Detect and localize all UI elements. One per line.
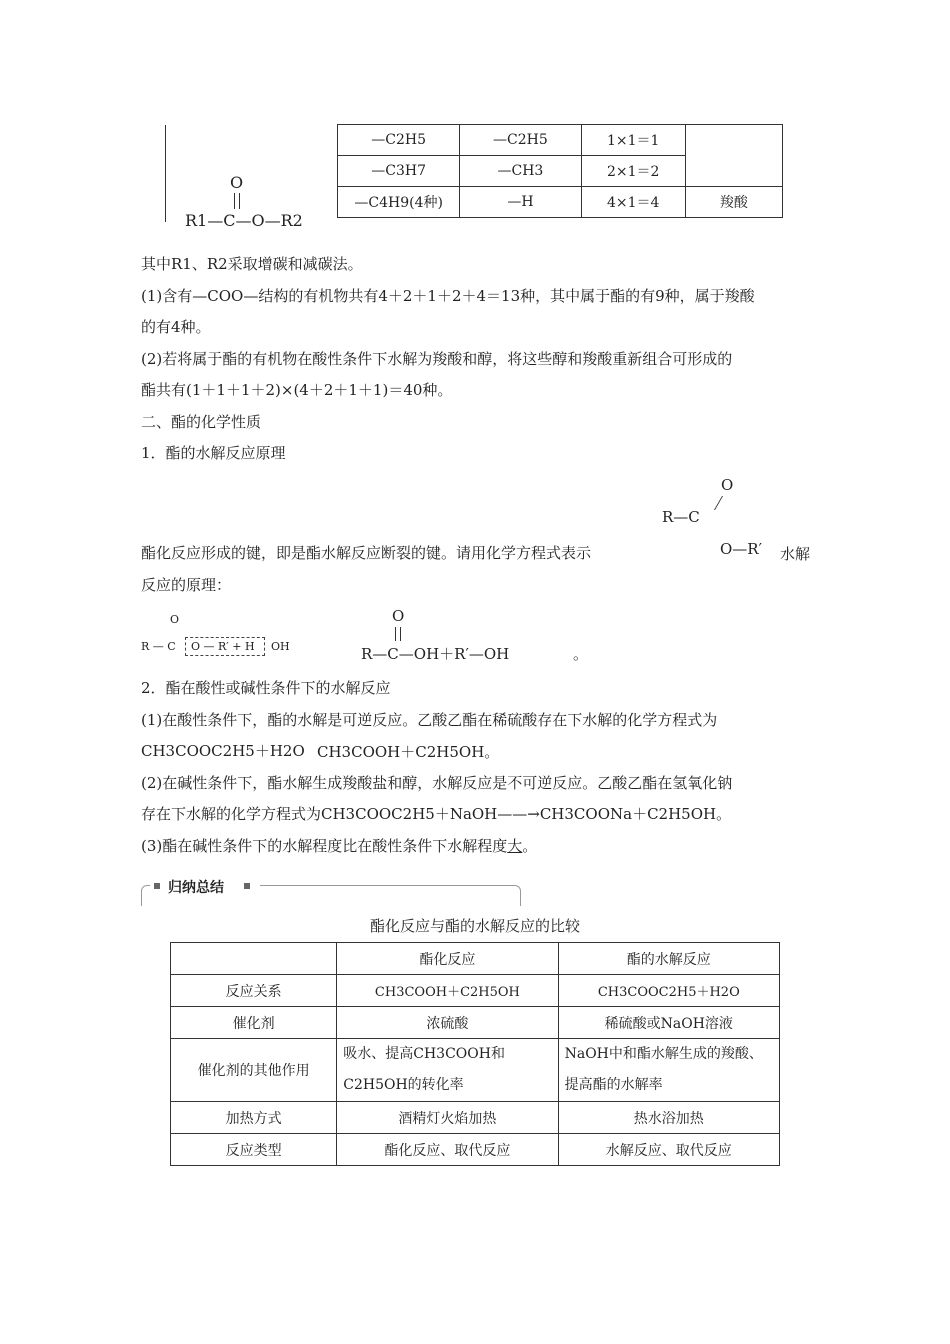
paragraph: (1)在酸性条件下，酯的水解是可逆反应。乙酸乙酯在稀硫酸存在下水解的化学方程式为 xyxy=(141,711,718,729)
eq-right-double-bond xyxy=(395,627,401,641)
ester-structure-formula xyxy=(165,125,337,230)
subsection-heading: 1．酯的水解反应原理 xyxy=(141,444,286,462)
table-cell: —C4H9(4种) xyxy=(338,187,460,218)
table-cell: 酯化反应 xyxy=(337,943,558,975)
table-row xyxy=(171,1007,780,1039)
table-cell: —C2H5 xyxy=(460,125,581,156)
hydrolysis-equation xyxy=(141,605,601,665)
table-cell: 酯化反应、取代反应 xyxy=(337,1134,558,1166)
eq-left-oh: OH xyxy=(271,640,290,653)
ester-double-bond xyxy=(714,496,737,510)
table-cell: 1×1＝1 xyxy=(581,125,685,156)
table-cell: NaOH中和酯水解生成的羧酸、提高酯的水解率 xyxy=(558,1039,779,1102)
summary-badge: 归纳总结 xyxy=(168,880,224,896)
ester-structure xyxy=(660,474,770,564)
table-cell: 反应类型 xyxy=(171,1134,337,1166)
badge-square-icon xyxy=(154,883,160,889)
eq-right: R—C—OH＋R′—OH xyxy=(361,645,510,663)
formula-double-bond xyxy=(234,193,240,209)
table-cell: 浓硫酸 xyxy=(337,1007,558,1039)
table-row xyxy=(171,1102,780,1134)
paragraph: (2)若将属于酯的有机物在酸性条件下水解为羧酸和醇，将这些醇和羧酸重新组合可形成的 xyxy=(141,350,733,368)
paragraph: 酯共有(1＋1＋1＋2)×(4＋2＋1＋1)＝40种。 xyxy=(141,381,453,399)
paragraph: 存在下水解的化学方程式为CH3COOC2H5＋NaOH——→CH3COONa＋C2H5OH。 xyxy=(141,805,732,823)
badge-square-icon xyxy=(244,883,250,889)
table-cell: 酯的水解反应 xyxy=(558,943,779,975)
table-cell: 水解反应、取代反应 xyxy=(558,1134,779,1166)
table-cell: —C3H7 xyxy=(338,156,460,187)
summary-title: 酯化反应与酯的水解反应的比较 xyxy=(369,917,580,935)
ester-or: O—R′ xyxy=(720,540,762,558)
formula-chain: R1—C—O—R2 xyxy=(185,211,303,230)
paragraph: 其中R1、R2采取增碳和减碳法。 xyxy=(141,255,363,273)
table-cell xyxy=(685,125,782,187)
paragraph-text: (3)酯在碱性条件下的水解程度比在酸性条件下水解程度 xyxy=(141,837,508,855)
table-cell: CH3COOH＋C2H5OH xyxy=(337,975,558,1007)
paragraph: CH3COOH＋C2H5OH。 xyxy=(317,743,500,761)
bracket-line xyxy=(165,125,166,222)
eq-left-box: O — R′ + H xyxy=(191,640,255,653)
subsection-heading: 2．酯在酸性或碱性条件下的水解反应 xyxy=(141,679,391,697)
table-cell: 吸水、提高CH3COOH和C2H5OH的转化率 xyxy=(337,1039,558,1102)
eq-left-o: O xyxy=(170,613,180,626)
paragraph: (2)在碱性条件下，酯水解生成羧酸盐和醇，水解反应是不可逆反应。乙酸乙酯在氢氧化钠 xyxy=(141,774,733,792)
table-cell: 催化剂的其他作用 xyxy=(171,1039,337,1102)
table-row xyxy=(171,975,780,1007)
table-row xyxy=(171,1134,780,1166)
table-cell: 酒精灯火焰加热 xyxy=(337,1102,558,1134)
table-cell: 羧酸 xyxy=(685,187,782,218)
top-table xyxy=(337,124,783,218)
ester-rc: R—C xyxy=(662,508,700,526)
table-cell: 催化剂 xyxy=(171,1007,337,1039)
table-cell: 2×1＝2 xyxy=(581,156,685,187)
table-cell: —CH3 xyxy=(460,156,581,187)
answer-blank: 大 xyxy=(507,837,523,855)
table-row xyxy=(171,1039,780,1102)
summary-table xyxy=(170,942,780,1166)
eq-right-o: O xyxy=(392,607,405,625)
table-cell: —H xyxy=(460,187,581,218)
paragraph: 酯化反应形成的键，即是酯水解反应断裂的键。请用化学方程式表示 xyxy=(141,544,592,562)
paragraph: 反应的原理： xyxy=(141,576,232,594)
table-cell: 反应关系 xyxy=(171,975,337,1007)
table-cell: CH3COOC2H5＋H2O xyxy=(558,975,779,1007)
paragraph xyxy=(141,836,537,856)
table-row xyxy=(171,943,780,975)
paragraph: (1)含有—COO—结构的有机物共有4＋2＋1＋2＋4＝13种，其中属于酯的有9种，属于羧酸 xyxy=(141,287,755,305)
section-heading: 二、酯的化学性质 xyxy=(141,413,262,431)
table-cell: 稀硫酸或NaOH溶液 xyxy=(558,1007,779,1039)
paragraph-end: 。 xyxy=(522,837,538,855)
formula-o: O xyxy=(230,173,244,192)
table-cell: 4×1＝4 xyxy=(581,187,685,218)
table-row xyxy=(338,187,783,218)
paragraph: CH3COOC2H5＋H2O xyxy=(141,742,305,760)
table-cell: 热水浴加热 xyxy=(558,1102,779,1134)
eq-end: 。 xyxy=(573,645,589,663)
eq-left-rc: R — C xyxy=(141,640,176,653)
ester-o: O xyxy=(721,476,734,494)
table-row xyxy=(338,125,783,156)
table-cell: —C2H5 xyxy=(338,125,460,156)
paragraph: 的有4种。 xyxy=(141,318,211,336)
paragraph-tail: 水解 xyxy=(780,545,811,563)
table-cell: 加热方式 xyxy=(171,1102,337,1134)
table-cell xyxy=(171,943,337,975)
